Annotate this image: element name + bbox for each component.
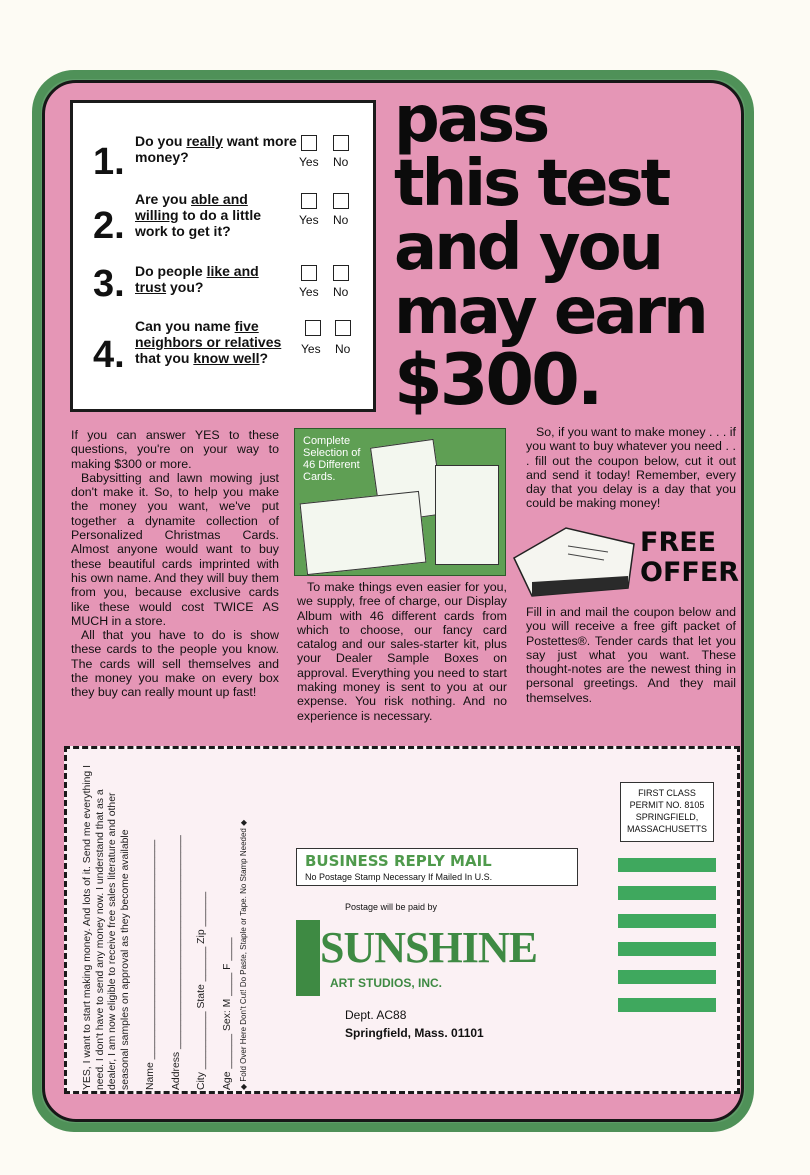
postal-bar <box>618 998 716 1012</box>
postal-bar <box>618 970 716 984</box>
question-number: 2. <box>93 205 125 247</box>
free-offer-line: FREE <box>640 527 717 558</box>
body-column-4 <box>526 605 736 705</box>
postal-bar <box>618 858 716 872</box>
question-2 <box>93 191 373 261</box>
album-label: Complete Selection of 46 Different Cards. <box>303 435 361 483</box>
question-number: 1. <box>93 141 125 183</box>
city-line: Springfield, Mass. 01101 <box>345 1026 484 1040</box>
question-4 <box>93 318 373 388</box>
sunshine-logo-icon <box>296 920 320 996</box>
no-label: No <box>333 285 349 299</box>
yes-checkbox[interactable] <box>305 320 321 336</box>
headline-line: and you <box>394 211 662 285</box>
address-field[interactable]: Address _____________________________________ <box>170 835 182 1090</box>
no-checkbox[interactable] <box>333 135 349 151</box>
business-reply-mail-box <box>296 848 578 886</box>
free-offer <box>640 528 739 588</box>
city-field[interactable]: City __________ State ______ Zip ______ <box>196 891 207 1090</box>
coupon-intro: YES, I want to start making money. And lots of it. Send me everything I need. I don't have to send any money now. I understand that as a dealer, I am now eligible to receive free sales literature and other seasonal samples on approval as they become available <box>82 765 131 1090</box>
no-checkbox[interactable] <box>333 193 349 209</box>
body-column-2 <box>297 580 507 723</box>
yes-checkbox[interactable] <box>301 193 317 209</box>
question-number: 3. <box>93 263 125 305</box>
permit-box: FIRST CLASS PERMIT NO. 8105 SPRINGFIELD, MASSACHUSETTS <box>620 782 714 842</box>
question-text: Can you name five neighbors or relatives that you know well? <box>135 318 282 366</box>
name-field[interactable]: Name ______________________________________ <box>145 839 156 1090</box>
body-column-1 <box>71 428 279 700</box>
headline-line: this test <box>394 147 669 221</box>
coupon-form <box>82 764 248 1090</box>
postage-paid-by: Postage will be paid by <box>345 902 438 912</box>
company-subtitle: ART STUDIOS, INC. <box>330 976 443 990</box>
paragraph: If you can answer YES to these questions, you're on your way to making $300 or more. <box>71 428 279 471</box>
question-text: Are you able and willing to do a little work to get it? <box>135 191 262 239</box>
paragraph: To make things even easier for you, we supply, free of charge, our Display Album with 46 different cards from which to choose, our fancy card catalog and our sales-starter kit, plus your Dealer Sample Boxes on approval. Everything you need to start making money is sent to you at our expense. You risk nothing. And no experience is necessary. <box>297 580 507 723</box>
yes-label: Yes <box>299 155 319 169</box>
quiz-box <box>70 100 376 412</box>
card-illustration <box>435 465 499 565</box>
no-label: No <box>335 342 351 356</box>
no-label: No <box>333 213 349 227</box>
no-checkbox[interactable] <box>335 320 351 336</box>
question-text: Do you really want more money? <box>135 133 297 165</box>
free-offer-line: OFFER <box>640 557 740 588</box>
department: Dept. AC88 <box>345 1008 407 1022</box>
fold-instruction: ◆ Fold Over Here Don't Cut! Do Paste, Staple or Tape. No Stamp Needed ◆ <box>239 819 248 1090</box>
yes-label: Yes <box>299 285 319 299</box>
postal-bar <box>618 942 716 956</box>
postette-envelope-illustration <box>508 522 640 600</box>
age-sex-field[interactable]: Age ______ Sex: M ____ F ____ <box>221 937 233 1090</box>
postal-bar <box>618 914 716 928</box>
headline-line: $300. <box>394 339 601 421</box>
paragraph: All that you have to do is show these cards to the people you know. The cards will sell themselves and the money you make on every box they buy can really mount up fast! <box>71 628 279 700</box>
headline-line: pass <box>394 83 548 157</box>
body-column-3 <box>526 425 736 511</box>
yes-label: Yes <box>299 213 319 227</box>
sunshine-logo: SUNSHINE <box>320 923 537 972</box>
question-text: Do people like and trust you? <box>135 263 259 295</box>
paragraph: Babysitting and lawn mowing just don't make it. So, to help you make the money you want, we've put together a dynamite collection of Personalized Christmas Cards. Almost anyone would want to buy these beautiful cards imprinted with his own name. And they will buy them from you, because exclusive cards like these would cost TWICE AS MUCH in a store. <box>71 470 279 628</box>
yes-checkbox[interactable] <box>301 265 317 281</box>
question-number: 4. <box>93 334 125 376</box>
yes-label: Yes <box>301 342 321 356</box>
brm-subtitle: No Postage Stamp Necessary If Mailed In U.S. <box>305 872 493 882</box>
headline <box>394 83 744 421</box>
yes-checkbox[interactable] <box>301 135 317 151</box>
card-illustration <box>300 491 427 575</box>
headline-line: may earn <box>394 275 706 349</box>
postal-bar <box>618 886 716 900</box>
brm-title: BUSINESS REPLY MAIL <box>305 852 492 870</box>
paragraph: Fill in and mail the coupon below and you will receive a free gift packet of Postettes®. Tender cards that let you say just what you want. These thought-notes are the newest thing in personal greetings. And they mail themselves. <box>526 605 736 705</box>
return-address <box>345 1006 484 1042</box>
paragraph: So, if you want to make money . . . if you want to buy whatever you need . . . fill out the coupon below, cut it out and send it today! Remember, every day that you delay is a day that you could be making money! <box>526 425 736 511</box>
no-label: No <box>333 155 349 169</box>
no-checkbox[interactable] <box>333 265 349 281</box>
card-album-illustration <box>294 428 506 576</box>
